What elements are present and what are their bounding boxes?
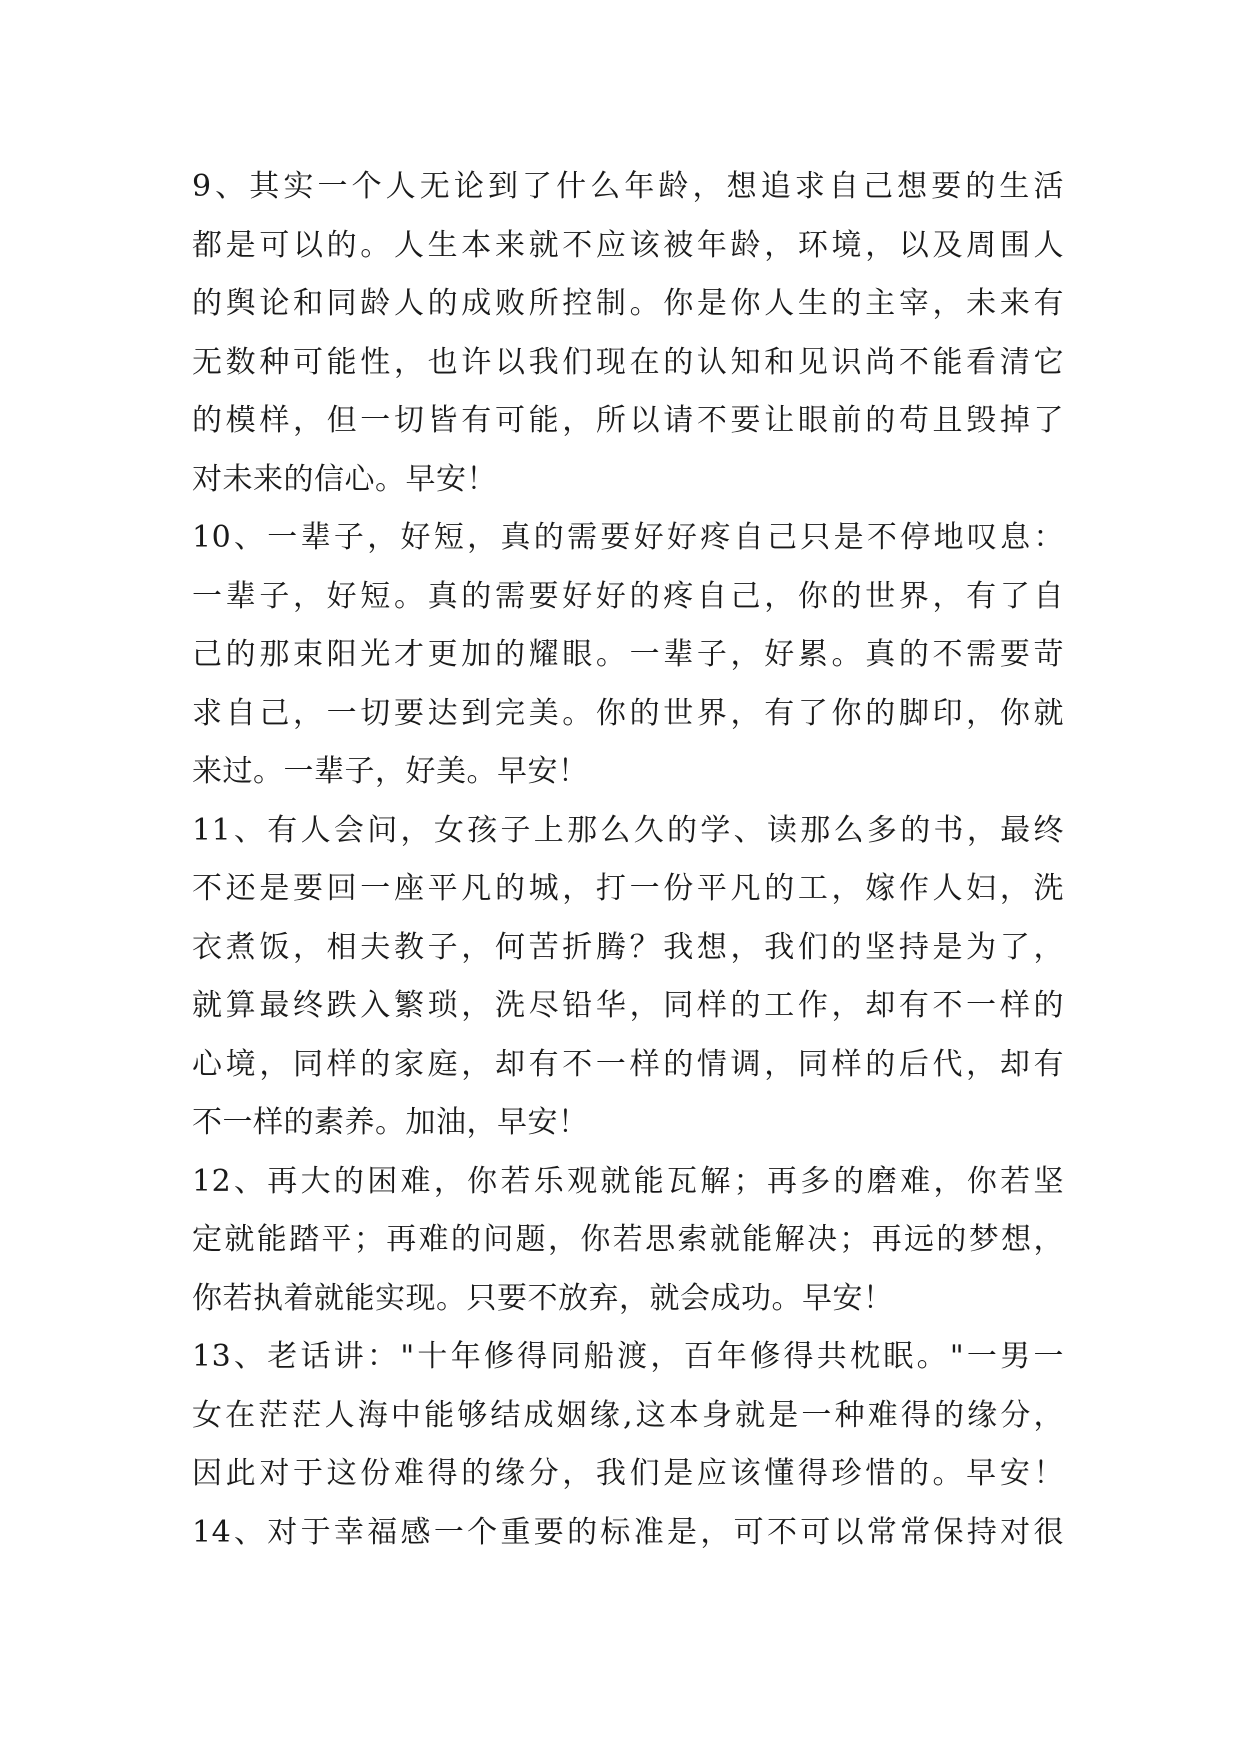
text-line: 衣煮饭，相夫教子，何苦折腾？我想，我们的坚持是为了， [192, 929, 1064, 965]
text-line: 定就能踏平；再难的问题，你若思索就能解决；再远的梦想， [192, 1222, 1064, 1257]
text-line: 11、有人会问，女孩子上那么久的学、读那么多的书，最终 [192, 812, 1064, 848]
text-line: 心境，同样的家庭，却有不一样的情调，同样的后代，却有 [192, 1046, 1064, 1082]
text-line: 一辈子，好短。真的需要好好的疼自己，你的世界，有了自 [192, 578, 1064, 614]
text-line: 女在茫茫人海中能够结成姻缘,这本身就是一种难得的缘分， [192, 1397, 1064, 1433]
text-line: 12、再大的困难，你若乐观就能瓦解；再多的磨难，你若坚 [192, 1163, 1064, 1199]
text-line: 来过。一辈子，好美。早安！ [192, 754, 589, 789]
text-line: 无数种可能性，也许以我们现在的认知和见识尚不能看清它 [192, 344, 1064, 380]
text-line: 你若执着就能实现。只要不放弃，就会成功。早安！ [192, 1280, 894, 1316]
text-line: 10、一辈子，好短，真的需要好好疼自己只是不停地叹息： [192, 520, 1064, 555]
document-body [192, 158, 1064, 1562]
text-line: 9、其实一个人无论到了什么年龄，想追求自己想要的生活 [192, 169, 1064, 204]
text-line: 都是可以的。人生本来就不应该被年龄，环境，以及周围人 [192, 227, 1064, 263]
text-line: 的舆论和同龄人的成败所控制。你是你人生的主宰，未来有 [192, 286, 1064, 321]
text-line: 14、对于幸福感一个重要的标准是，可不可以常常保持对很 [192, 1514, 1064, 1550]
text-line: 己的那束阳光才更加的耀眼。一辈子，好累。真的不需要苛 [192, 637, 1064, 672]
text-line: 就算最终跌入繁琐，洗尽铅华，同样的工作，却有不一样的 [192, 988, 1064, 1023]
text-line: 不一样的素养。加油，早安！ [192, 1105, 589, 1140]
text-line: 13、老话讲："十年修得同船渡，百年修得共枕眠。"一男一 [192, 1339, 1064, 1374]
text-line: 因此对于这份难得的缘分，我们是应该懂得珍惜的。早安！ [192, 1456, 1064, 1491]
text-line: 对未来的信心。早安！ [192, 461, 497, 497]
text-line: 的模样，但一切皆有可能，所以请不要让眼前的苟且毁掉了 [192, 403, 1064, 438]
text-line: 不还是要回一座平凡的城，打一份平凡的工，嫁作人妇，洗 [192, 871, 1064, 906]
text-line: 求自己，一切要达到完美。你的世界，有了你的脚印，你就 [192, 695, 1064, 731]
